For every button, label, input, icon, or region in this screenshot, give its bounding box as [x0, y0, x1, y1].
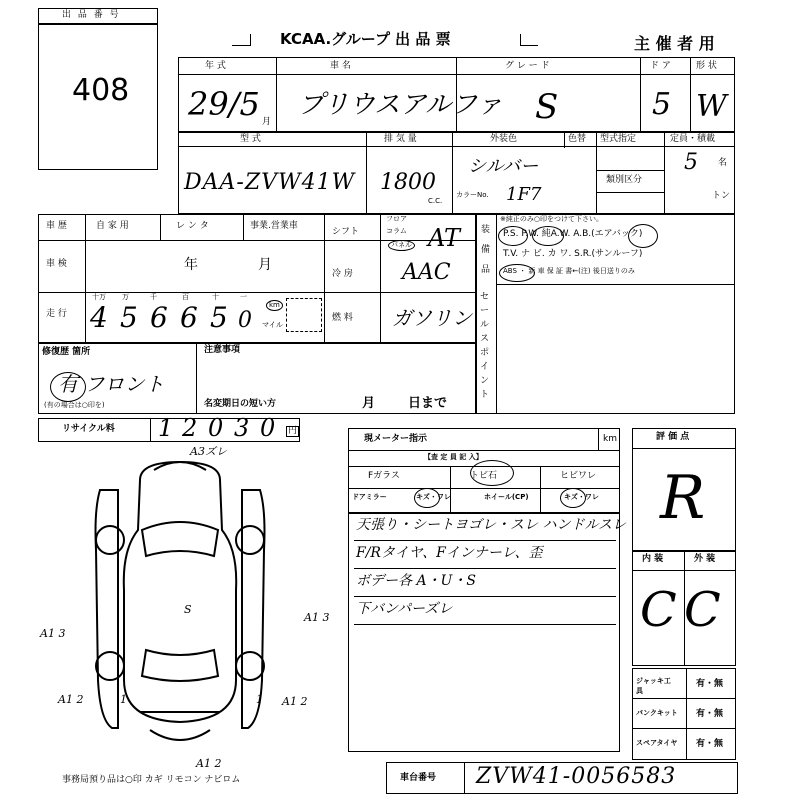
notes-label: 注意事項 [204, 345, 241, 355]
remark-3: ボデー各 A・U・S [356, 573, 476, 589]
recycle-digit-3: 0 [208, 414, 224, 442]
equip-note: ※純正のみ○印をつけて下さい。 [500, 215, 603, 223]
jack-label: ジャッキ工 具 [636, 677, 671, 695]
remark-4: 下バンパーズレ [356, 601, 453, 617]
meter-label: 現メーター指示 [364, 434, 428, 444]
spare-label: スペアタイヤ [636, 739, 678, 747]
punch-label: パンクキット [636, 709, 678, 717]
hdr-shape: 形 状 [696, 61, 717, 71]
hdr-doors: ド ア [650, 61, 671, 71]
digit-label-10: 十 [212, 293, 219, 301]
shift-floor: フロア [386, 215, 407, 223]
equip-pw-circle [532, 226, 564, 246]
keys-note: 事務局預り品は○印 カギ リモコン ナビロム [62, 775, 241, 785]
equip-abs-circle [499, 264, 535, 282]
chassis-label: 車台番号 [400, 773, 437, 783]
mark-rear-left: A1 2 [58, 693, 84, 706]
recycle-digit-2: 2 [182, 414, 198, 442]
mark-left-side: A1 3 [40, 627, 66, 640]
history-rental[interactable]: レ ン タ [176, 221, 209, 231]
hdr-color: 外装色 [490, 134, 518, 144]
mileage-unit-mile: マイル [262, 321, 283, 329]
hdr-year: 年 式 [205, 61, 226, 71]
repair-value: 有 フロント [58, 372, 165, 396]
year-value: 29/5 [188, 85, 260, 123]
mark-roof: S [184, 603, 192, 616]
equip-label: 装 備 品 [481, 225, 491, 275]
score-value: R [660, 463, 706, 533]
hdr-model-designation: 型式指定 [600, 134, 637, 144]
mark-right-side: A1 3 [304, 611, 330, 624]
capacity-unit: 名 [718, 158, 728, 168]
inspection-month: 月 [258, 257, 272, 273]
doors-value: 5 [652, 87, 672, 122]
digit-label-1: 一 [240, 293, 247, 301]
mark-front: A3ズレ [190, 445, 227, 458]
hdr-cc: 排 気 量 [384, 134, 417, 144]
digit-label-1k: 千 [150, 293, 157, 301]
wheel-circle [560, 488, 586, 508]
mirror-label: ドアミラー [352, 493, 387, 501]
inspection-label: 車 検 [46, 259, 67, 269]
hdr-capacity: 定員・積載 [670, 134, 716, 144]
mileage-digit-1: 4 [90, 301, 108, 334]
lot-label: 出 品 番 号 [62, 10, 121, 20]
year-month-unit: 月 [262, 117, 272, 127]
color-no-value: 1F7 [506, 184, 542, 205]
recycle-digit-5: 0 [260, 414, 276, 442]
hdr-model: 型 式 [240, 134, 261, 144]
ac-value: AAC [402, 260, 451, 285]
expiry-label: 名変期日の短い方 [204, 399, 277, 409]
history-business[interactable]: 事業.営業車 [250, 221, 298, 231]
crack-label: ヒビワレ [560, 471, 597, 481]
recycle-label: リサイクル料 [62, 424, 115, 434]
digit-label-10k: 万 [122, 293, 129, 301]
equip-ps-circle [498, 226, 528, 246]
spare-option: 有・無 [696, 739, 724, 749]
equip-line2: T.V. ナ ビ. カ ワ. S.R.(サンルーフ) [503, 249, 643, 259]
chassis-value: ZVW41-0056583 [476, 764, 677, 789]
jack-option: 有・無 [696, 679, 724, 689]
color-no-label: カラーNo. [456, 191, 489, 199]
interior-value: C [640, 582, 677, 638]
shift-column: コラム [386, 227, 407, 235]
car-damage-diagram [80, 450, 330, 760]
recycle-digit-4: 3 [234, 414, 250, 442]
shift-panel: パネル [388, 240, 415, 251]
car-name-value: プリウスアルファ [298, 90, 503, 120]
color-value: シルバー [468, 156, 539, 177]
inspection-year: 年 [184, 257, 198, 273]
capacity-value: 5 [684, 150, 698, 175]
hdr-grade: グ レ ー ド [505, 61, 550, 71]
recycle-unit: 円 [288, 426, 298, 436]
mileage-digit-3: 6 [150, 301, 168, 334]
remark-2: F/Rタイヤ、Fインナーレ、歪 [356, 545, 543, 561]
equip-line1: P.S. P.W. 純A.W. A.B.(エアバック) [503, 229, 643, 239]
chip-circle [470, 460, 514, 486]
expiry-day: 日まで [408, 396, 448, 411]
ton-unit: トン [712, 191, 731, 201]
punch-option: 有・無 [696, 709, 724, 719]
mileage-digit-4: 6 [180, 301, 198, 334]
mark-rear: A1 2 [196, 757, 222, 770]
cc-unit: C.C. [428, 197, 443, 205]
history-private[interactable]: 自 家 用 [96, 221, 129, 231]
expiry-month: 月 [362, 396, 376, 411]
remark-1: 天張り・シートヨゴレ・スレ ハンドルスレ [356, 517, 627, 533]
chip-label: トビ石 [470, 471, 498, 481]
fuel-label: 燃 料 [332, 313, 353, 323]
shift-label: シフト [332, 227, 360, 237]
exterior-value: C [684, 582, 721, 638]
grade-value: S [535, 87, 559, 127]
repair-label: 修復歴 箇所 [42, 347, 91, 357]
organizer-label: 主 催 者 用 [634, 34, 715, 53]
ac-label: 冷 房 [332, 269, 353, 279]
shape-value: W [696, 89, 727, 124]
hdr-name: 車 名 [330, 61, 351, 71]
mileage-unit-km: km [266, 300, 283, 311]
hdr-color-change: 色替 [568, 134, 587, 144]
interior-label: 内 装 [642, 554, 664, 564]
exterior-label: 外 装 [694, 554, 716, 564]
mileage-digit-5: 5 [210, 301, 228, 334]
recycle-digit-1: 1 [158, 414, 174, 442]
digit-label-100k: 十万 [92, 293, 106, 301]
equip-ab-circle [628, 224, 658, 248]
glass-label: Fガラス [368, 471, 400, 481]
wheel-label: ホイール(CP) [484, 493, 529, 501]
class-label: 類別区分 [606, 175, 643, 185]
cc-value: 1800 [380, 170, 436, 195]
sales-point-label: セールスポイント [480, 292, 490, 400]
mileage-digit-6: 0 [238, 308, 252, 333]
form-title: KCAA.グループ 出 品 票 [280, 30, 451, 48]
digit-label-100: 百 [182, 293, 189, 301]
mirror-circle [414, 488, 440, 508]
meter-unit: km [603, 434, 617, 444]
mark-rear-door-left: 1 [120, 693, 127, 706]
history-label: 車 歴 [46, 221, 67, 231]
mileage-digit-2: 5 [120, 301, 138, 334]
mark-rear-right: A1 2 [282, 695, 308, 708]
mark-rear-door-right: 1 [256, 693, 263, 706]
shift-value: AT [428, 224, 461, 252]
mirror-option: キズ・ワレ [416, 493, 451, 501]
wheel-option: キズ・ワレ [564, 493, 599, 501]
inspect-header: 【査 定 員 記 入】 [424, 453, 483, 461]
repair-note: (有の場合は○印を) [44, 401, 105, 409]
model-value: DAA-ZVW41W [184, 170, 356, 195]
fuel-value: ガソリン [392, 306, 472, 330]
score-label: 評 価 点 [656, 432, 690, 442]
equip-line3: ABS ・ 新 車 保 証 書←(注) 後日送りのみ [503, 267, 635, 275]
mileage-label: 走 行 [46, 309, 67, 319]
lot-number: 408 [72, 73, 130, 108]
